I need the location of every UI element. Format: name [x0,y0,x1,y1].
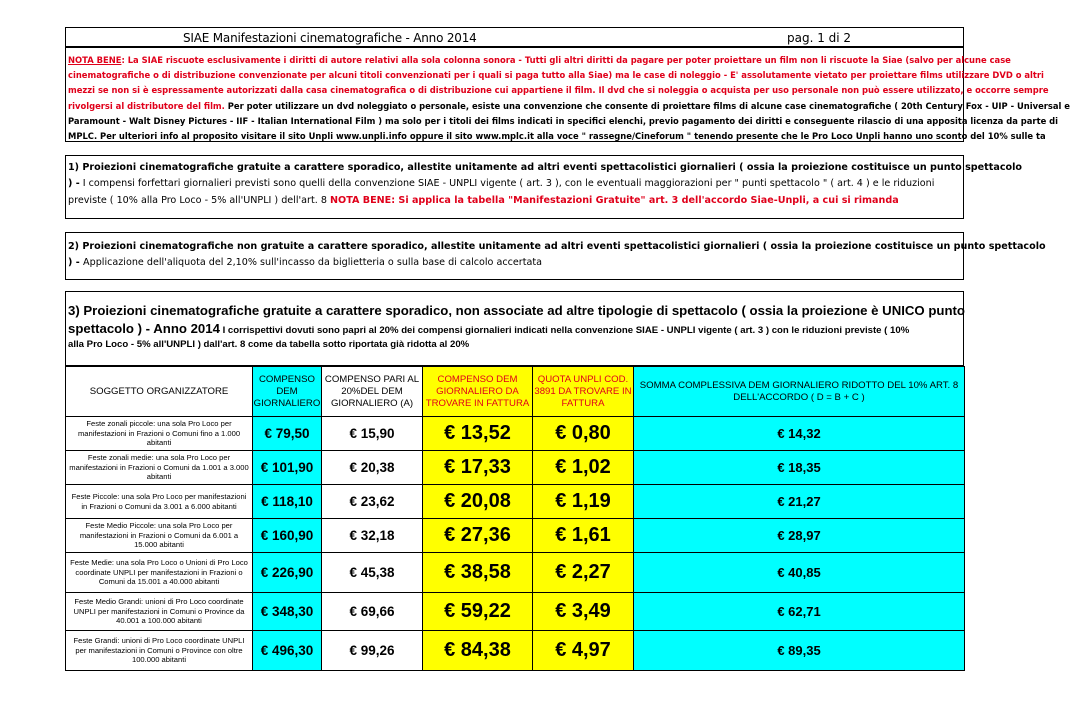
cell-compenso-dem: € 101,90 [253,451,322,485]
cell-quota-unpli: € 0,80 [533,417,634,451]
header-compenso-dem: COMPENSO DEM GIORNALIERO [253,367,322,417]
cell-soggetto: Feste Grandi: unioni di Pro Loco coordinate UNPLI per manifestazioni in Comuni o Province con oltre 100.000 abitanti [66,631,253,671]
table-row [66,451,965,485]
cell-compenso-dem: € 496,30 [253,631,322,671]
page-header [65,27,964,47]
section-3-text: alla Pro Loco - 5% all'UNPLI ) dall'art. 8 come da tabella sotto riportata già ridotta al 20% [68,339,470,350]
cell-compenso-20: € 20,38 [322,451,423,485]
cell-soggetto: Feste Medie: una sola Pro Loco o Unioni di Pro Loco coordinate UNPLI per manifestazioni in Frazioni o Comuni da 15.001 a 40.000 abitanti [66,553,253,593]
cell-quota-unpli: € 1,02 [533,451,634,485]
nota-line: cinematografiche o di distribuzione convenzionate per alcuni titoli convenzionati per i quali si paga tutto alla Siae) ma le case di noleggio - E' assolutamente vietato per proiettare films utilizzare DVD o altri [68,70,1044,81]
cell-compenso-dem: € 348,30 [253,593,322,631]
section-3-text: spettacolo ) - Anno 2014 I corrispettivi dovuti sono papri al 20% dei compensi giornalieri indicati nella convenzione SIAE - UNPLI vigente ( art. 3 ) con le riduzioni previste ( 10% [68,321,910,336]
header-somma-complessiva: SOMMA COMPLESSIVA DEM GIORNALIERO RIDOTTO DEL 10% ART. 8 DELL'ACCORDO ( D = B + C ) [634,367,965,417]
nota-line: NOTA BENE: La SIAE riscuote esclusivamente i diritti di autore relativi alla sola colonna sonora - Tutti gli altri diritti da pagare per poter proiettare un film non li riscuote la Siae (salvo per alcune case [68,55,1011,65]
cell-compenso-fattura: € 38,58 [423,553,533,593]
section-2-heading: 2) Proiezioni cinematografiche non gratuite a carattere sporadico, allestite unitamente ad altri eventi spettacolistici giornalieri ( ossia la proiezione costituisce un punto spettacolo [68,241,1046,252]
cell-quota-unpli: € 1,61 [533,519,634,553]
header-quota-unpli: QUOTA UNPLI COD. 3891 DA TROVARE IN FATTURA [533,367,634,417]
cell-quota-unpli: € 3,49 [533,593,634,631]
cell-soggetto: Feste Medio Piccole: una sola Pro Loco per manifestazioni in Frazioni o Comuni da 6.001 a 15.000 abitanti [66,519,253,553]
section-3-heading: 3) Proiezioni cinematografiche gratuite a carattere sporadico, non associate ad altre tipologie di spettacolo ( ossia la proiezione è UNICO punto [68,303,965,318]
nota-line: rivolgersi al distributore del film. Per poter utilizzare un dvd noleggiato o personale, esiste una convenzione che consente di proiettare films di alcune case cinematografiche ( 20th Century Fox - UIP - Universal e [68,100,1070,111]
cell-quota-unpli: € 2,27 [533,553,634,593]
header-compenso-fattura: COMPENSO DEM GIORNALIERO DA TROVARE IN FATTURA [423,367,533,417]
nota-bene-box [65,47,1070,142]
section-1-text: previste ( 10% alla Pro Loco - 5% all'UNPLI ) dell'art. 8 NOTA BENE: Si applica la tabella "Manifestazioni Gratuite" art. 3 dell'accordo Siae-Unpli, a cui si rimanda [68,194,899,206]
cell-quota-unpli: € 1,19 [533,485,634,519]
cell-soggetto: Feste Piccole: una sola Pro Loco per manifestazioni in Frazioni o Comuni da 3.001 a 6.000 abitanti [66,485,253,519]
cell-somma: € 89,35 [634,631,965,671]
cell-compenso-20: € 15,90 [322,417,423,451]
nota-label: NOTA BENE [68,55,122,65]
section-2 [65,232,1046,280]
table-row [66,593,965,631]
cell-somma: € 18,35 [634,451,965,485]
cell-soggetto: Feste Medio Grandi: unioni di Pro Loco coordinate UNPLI per manifestazioni in Comuni o Province da 40.001 a 100.000 abitanti [66,593,253,631]
cell-soggetto: Feste zonali piccole: una sola Pro Loco per manifestazioni in Frazioni o Comuni fino a 1.000 abitanti [66,417,253,451]
cell-somma: € 62,71 [634,593,965,631]
table-row [66,553,965,593]
cell-compenso-20: € 23,62 [322,485,423,519]
cell-quota-unpli: € 4,97 [533,631,634,671]
page-number: pag. 1 di 2 [787,31,852,45]
section-1-note: NOTA BENE: Si applica la tabella "Manifestazioni Gratuite" art. 3 dell'accordo Siae-Unpli, a cui si rimanda [330,194,899,206]
cell-compenso-20: € 69,66 [322,593,423,631]
section-2-text: ) - Applicazione dell'aliquota del 2,10% sull'incasso da biglietteria o sulla base di calcolo accertata [68,257,543,269]
table-row [66,519,965,553]
cell-compenso-20: € 99,26 [322,631,423,671]
header-soggetto: SOGGETTO ORGANIZZATORE [66,367,253,417]
section-3 [65,291,964,366]
fees-table [65,366,965,671]
cell-somma: € 14,32 [634,417,965,451]
table-row [66,485,965,519]
section-1-text: ) - I compensi forfettari giornalieri previsti sono quelli della convenzione SIAE - UNPLI vigente ( art. 3 ), con le eventuali maggiorazioni per " punti spettacolo " ( art. 4 ) e le riduzioni [68,178,935,190]
table-row [66,417,965,451]
cell-compenso-dem: € 118,10 [253,485,322,519]
page-title: SIAE Manifestazioni cinematografiche - Anno 2014 [183,31,477,45]
section-1 [65,155,1022,219]
cell-compenso-dem: € 79,50 [253,417,322,451]
cell-somma: € 40,85 [634,553,965,593]
cell-compenso-dem: € 160,90 [253,519,322,553]
table-header-row [66,367,965,417]
table-row [66,631,965,671]
nota-line: mezzi se non si è espressamente autorizzati dalla casa cinematografica o di distribuzione cui appartiene il film. Il dvd che si noleggia o acquista per uso personale non può essere utilizzato, e occorre sempre [68,85,1049,96]
cell-compenso-fattura: € 20,08 [423,485,533,519]
section-1-heading: 1) Proiezioni cinematografiche gratuite a carattere sporadico, allestite unitamente ad altri eventi spettacolistici giornalieri ( ossia la proiezione costituisce un punto spettacolo [68,162,1022,173]
cell-somma: € 21,27 [634,485,965,519]
cell-compenso-20: € 45,38 [322,553,423,593]
cell-compenso-20: € 32,18 [322,519,423,553]
cell-compenso-dem: € 226,90 [253,553,322,593]
cell-somma: € 28,97 [634,519,965,553]
cell-compenso-fattura: € 27,36 [423,519,533,553]
cell-compenso-fattura: € 84,38 [423,631,533,671]
nota-line: Paramount - Walt Disney Pictures - IIF - Italian International Film ) ma solo per i titoli dei films indicati in specifici elenchi, previo pagamento dei diritti e conseguente rilascio di una apposita licenza da parte di [68,115,1059,126]
header-compenso-20: COMPENSO PARI AL 20%DEL DEM GIORNALIERO (A) [322,367,423,417]
cell-soggetto: Feste zonali medie: una sola Pro Loco per manifestazioni in Frazioni o Comuni da 1.001 a 3.000 abitanti [66,451,253,485]
cell-compenso-fattura: € 13,52 [423,417,533,451]
nota-line: MPLC. Per ulteriori info al proposito visitare il sito Unpli www.unpli.info oppure il sito www.mplc.it alla voce " rassegne/Cineforum " tenendo presente che le Pro Loco Unpli hanno uno sconto del 10% sulle ta [68,131,1046,142]
cell-compenso-fattura: € 59,22 [423,593,533,631]
cell-compenso-fattura: € 17,33 [423,451,533,485]
